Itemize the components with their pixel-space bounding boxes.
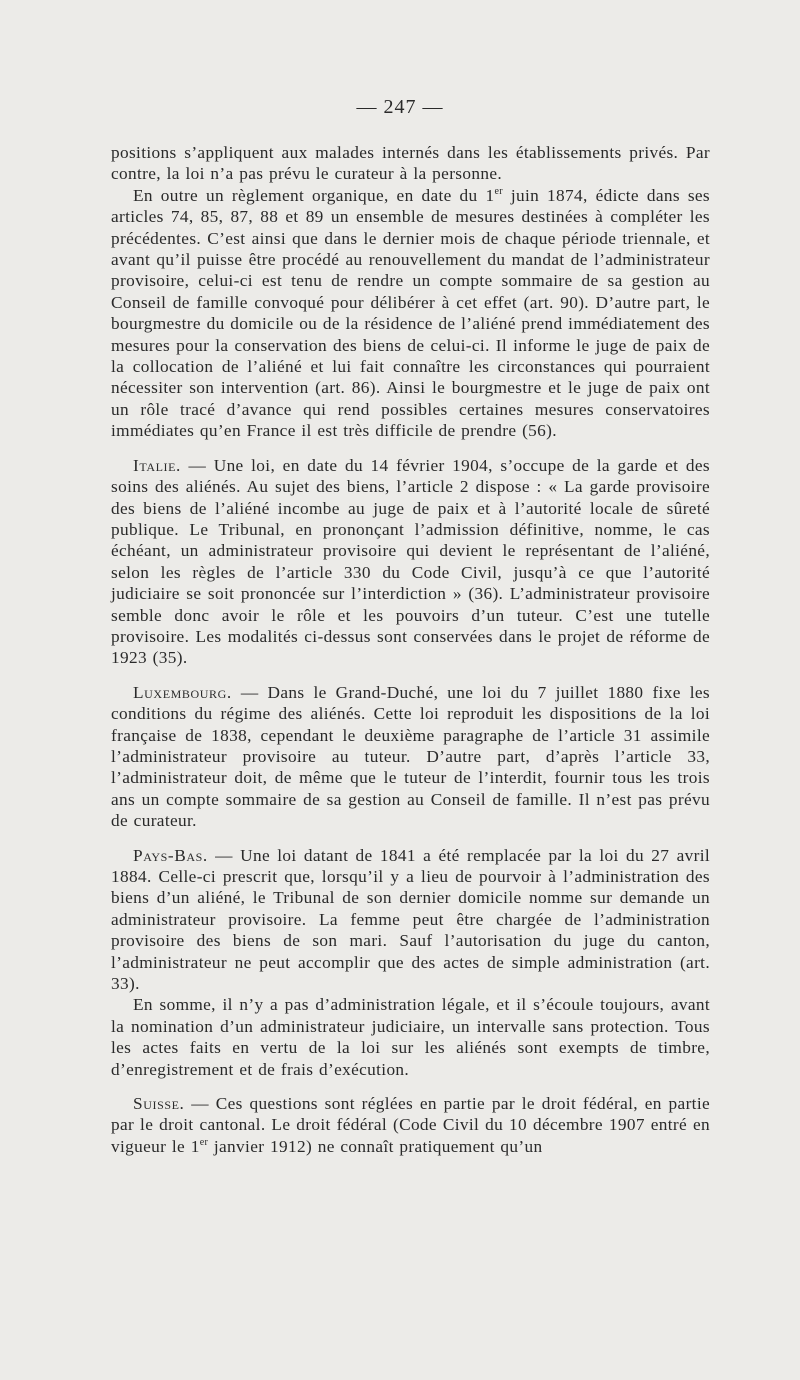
paragraph-en-somme	[111, 994, 710, 1080]
page-number: — 247 —	[356, 96, 444, 118]
paragraph-text: — Une loi datant de 1841 a été remplacée par la loi du 27 avril 1884. Celle-ci prescrit que, lorsqu’il y a lieu de pourvoir à l’administration des biens d’un aliéné, le Tribunal de son dernier domicile nomme sur demande un administrateur provisoire. La femme peut être chargée de l’administration provisoire des biens de son mari. Sauf l’autorisation du juge du canton, l’administrateur ne peut accomplir que des actes de simple administration (art. 33).	[111, 845, 710, 994]
body-text	[111, 142, 710, 1157]
paragraph-pays-bas	[111, 845, 710, 995]
paragraph-italie	[111, 455, 710, 669]
paragraph-text-rest: janvier 1912) ne connaît pratiquement qu’un	[208, 1136, 543, 1156]
paragraph-luxembourg	[111, 682, 710, 832]
section-heading-luxembourg: Luxembourg.	[133, 682, 232, 702]
section-heading-italie: Italie.	[133, 455, 181, 475]
paragraph-continuation	[111, 142, 710, 185]
ordinal-superscript: er	[199, 1137, 209, 1149]
paragraph-text-start: En outre un règlement organique, en date du 1	[133, 185, 495, 205]
paragraph-text: En somme, il n’y a pas d’administration légale, et il s’écoule toujours, avant la nomination d’un administrateur judiciaire, un intervalle sans protection. Tous les actes faits en vertu de la loi sur les aliénés sont exempts de timbre, d’enregistrement et de frais d’exécution.	[111, 995, 710, 1079]
paragraph-text-start: — Ces questions sont réglées en partie par le droit fédéral, en partie par le droit cantonal. Le droit fédéral (Code Civil du 10 décembre 1907 entré en vigueur le 1	[111, 1094, 710, 1156]
ordinal-superscript: er	[494, 186, 503, 198]
section-heading-pays-bas: Pays-Bas.	[133, 845, 208, 865]
paragraph-text: — Dans le Grand-Duché, une loi du 7 juillet 1880 fixe les conditions du régime des aliénés. Cette loi reproduit les dispositions de la loi française de 1838, cependant le deuxième paragraphe de l’article 31 assimile l’administrateur provisoire au tuteur. D’autre part, d’après l’article 33, l’administrateur doit, de même que le tuteur de l’interdit, fournir tous les trois ans un compte sommaire de sa gestion au Conseil de famille. Il n’est pas prévu de curateur.	[111, 682, 710, 831]
paragraph-reglement-organique	[111, 185, 710, 442]
paragraph-text-rest: juin 1874, édicte dans ses articles 74, 85, 87, 88 et 89 un ensemble de mesures destinées à compléter les précédentes. C’est ainsi que dans le dernier mois de chaque période triennale, et avant qu’il puisse être procédé au renouvellement du mandat de l’administrateur provisoire, celui-ci est tenu de rendre un compte sommaire de sa gestion au Conseil de famille convoqué pour délibérer à cet effet (art. 90). D’autre part, le bourgmestre du domicile ou de la résidence de l’aliéné prend immédiatement des mesures pour la conservation des biens de celui-ci. Il informe le juge de paix de la collocation de l’aliéné et lui fait connaître les circonstances qui pourraient nécessiter son intervention (art. 86). Ainsi le bourgmestre et le juge de paix ont un rôle tracé d’avance qui rend possibles certaines mesures conservatoires immédiates qu’en France il est très difficile de prendre (56).	[111, 185, 710, 441]
paragraph-text: positions s’appliquent aux malades internés dans les établissements privés. Par contre, la loi n’a pas prévu le curateur à la personne.	[111, 143, 710, 184]
section-heading-suisse: Suisse.	[133, 1094, 185, 1114]
paragraph-suisse	[111, 1093, 710, 1157]
paragraph-text: — Une loi, en date du 14 février 1904, s’occupe de la garde et des soins des aliénés. Au sujet des biens, l’article 2 dispose : « La garde provisoire des biens de l’aliéné incombe au juge de paix et à l’autorité locale de sûreté publique. Le Tribunal, en prononçant l’admission définitive, nomme, le cas échéant, un administrateur provisoire qui devient le représentant de l’aliéné, selon les règles de l’article 330 du Code Civil, jusqu’à ce que l’autorité judiciaire se soit prononcée sur l’interdiction » (36). L’administrateur provisoire semble donc avoir le rôle et les pouvoirs d’un tuteur. C’est une tutelle provisoire. Les modalités ci-dessus sont conservées dans le projet de réforme de 1923 (35).	[111, 455, 710, 668]
